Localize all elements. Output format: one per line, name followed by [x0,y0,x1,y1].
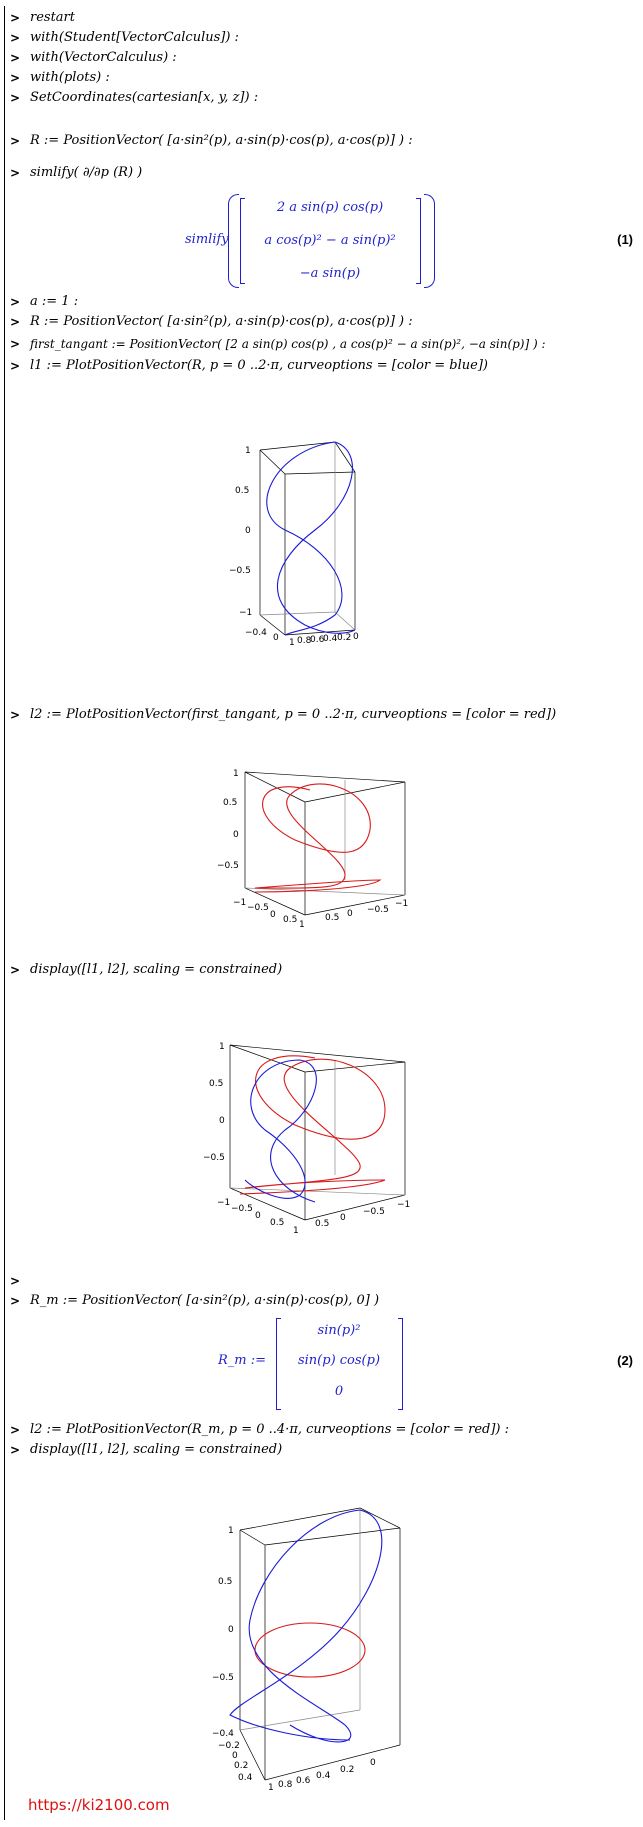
tick-label: 0.2 [337,633,352,643]
tick-label: −1 [239,608,253,618]
tick-label: −1 [233,898,247,908]
prompt: > [10,359,21,373]
output-bracket-left [240,198,245,284]
tick-label: −0.5 [247,903,269,913]
z-ticks [212,1526,376,1793]
tick-label: 0.2 [340,1765,355,1775]
tick-label: 0.5 [223,798,238,808]
equation-label: (1) [617,232,633,247]
output-paren-right [424,194,435,288]
tick-label: 0 [219,1116,225,1126]
output-vector-row: sin(p)² [317,1323,361,1338]
input-line-display-2[interactable]: display([l1, l2], scaling = constrained) [30,1442,283,1457]
tick-label: 0.8 [278,1780,293,1790]
prompt: > [10,31,21,45]
tick-label: −0.5 [229,566,251,576]
input-line-simlify[interactable]: simlify( ∂/∂p (R) ) [30,165,143,180]
tick-label: 1 [289,638,295,648]
curve-first-tangant [240,1056,385,1194]
tick-label: 0.5 [315,1219,330,1229]
tick-label: 1 [219,1042,225,1052]
prompt: > [10,337,21,351]
tick-label: 1 [228,1526,234,1536]
tick-label: 1 [233,769,239,779]
tick-label: −1 [395,899,409,909]
input-line-r-definition-2[interactable]: R := PositionVector( [a·sin²(p), a·sin(p)·cos(p), a·cos(p)] ) : [30,314,413,329]
curve-r [230,1510,382,1742]
output-label-simlify: simlify [185,232,229,247]
prompt: > [10,11,21,25]
tick-label: −0.5 [367,905,389,915]
output-label-r-m: R_m := [218,1353,267,1368]
output-vector-row: −a sin(p) [299,266,361,281]
tick-label: 0 [270,910,276,920]
tick-label: 0.5 [218,1577,233,1587]
plot-l2[interactable] [195,760,435,935]
input-line-with-vectorcalculus[interactable]: with(VectorCalculus) : [30,50,177,65]
plot-box [260,442,355,635]
output-vector-row: 0 [334,1384,344,1399]
tick-label: 1 [245,446,251,456]
input-line-l2-rm-plot[interactable]: l2 := PlotPositionVector(R_m, p = 0 ..4·π, curveoptions = [color = red]) : [30,1422,510,1437]
prompt: > [10,708,21,722]
prompt[interactable]: > [10,1274,21,1288]
prompt: > [10,166,21,180]
tick-label: 0.5 [270,1218,285,1228]
tick-label: 0.2 [234,1761,249,1771]
tick-label: 0 [353,632,359,642]
tick-label: 0.5 [325,913,340,923]
tick-label: 0.4 [316,1771,331,1781]
prompt: > [10,1294,21,1308]
tick-label: 0.8 [297,636,312,646]
tick-label: 0 [228,1625,234,1635]
plot-display-l1-l2[interactable] [185,1030,445,1245]
tick-label: −0.5 [231,1204,253,1214]
prompt: > [10,51,21,65]
tick-label: 0 [347,909,353,919]
prompt: > [10,1443,21,1457]
prompt: > [10,315,21,329]
output-vector-row: a cos(p)² − a sin(p)² [264,233,396,248]
prompt: > [10,295,21,309]
input-line-l2-plot[interactable]: l2 := PlotPositionVector(first_tangant, p = 0 ..2·π, curveoptions = [color = red]) [30,707,557,722]
tick-label: 0.6 [296,1776,311,1786]
tick-label: 0.4 [323,634,338,644]
prompt: > [10,1423,21,1437]
output-bracket-right [398,1318,403,1410]
tick-label: 0 [255,1211,261,1221]
tick-label: 0 [245,526,251,536]
plot-box [245,772,405,915]
tick-label: −0.4 [212,1729,234,1739]
input-line-first-tangant[interactable]: first_tangant := PositionVector( [2 a sin(p) cos(p) , a cos(p)² − a sin(p)², −a sin(p)] ) : [30,337,546,351]
output-paren-left [228,194,239,288]
tick-label: 0.5 [209,1079,224,1089]
output-vector-row: sin(p) cos(p) [297,1353,381,1368]
tick-label: 0 [232,1751,238,1761]
tick-label: 1 [293,1226,299,1236]
input-line-a-assign[interactable]: a := 1 : [30,294,79,309]
output-vector-row: 2 a sin(p) cos(p) [276,200,384,215]
equation-label: (2) [617,1353,633,1368]
curve-r-m [255,1623,365,1677]
prompt: > [10,91,21,105]
prompt: > [10,963,21,977]
input-line-r-m[interactable]: R_m := PositionVector( [a·sin²(p), a·sin(p)·cos(p), 0] ) [30,1293,380,1308]
tick-label: 0 [340,1213,346,1223]
tick-label: −0.5 [203,1153,225,1163]
tick-label: 1 [299,920,305,930]
input-line-restart[interactable]: restart [30,10,75,25]
input-line-setcoordinates[interactable]: SetCoordinates(cartesian[x, y, z]) : [30,90,259,105]
plot-display-l1-rm[interactable] [200,1500,420,1795]
curve-first-tangant [255,784,380,892]
input-line-display-1[interactable]: display([l1, l2], scaling = constrained) [30,962,283,977]
tick-label: −0.5 [363,1207,385,1217]
input-line-l1-plot[interactable]: l1 := PlotPositionVector(R, p = 0 ..2·π, curveoptions = [color = blue]) [30,358,488,373]
prompt: > [10,134,21,148]
tick-label: −1 [397,1200,411,1210]
tick-label: 0.6 [310,635,325,645]
curve-r [267,442,355,635]
tick-label: 0.5 [235,486,250,496]
group-bracket[interactable] [4,6,5,1820]
output-bracket-left [276,1318,281,1410]
prompt: > [10,71,21,85]
plot-l1[interactable] [215,430,395,650]
tick-label: 0 [233,830,239,840]
input-line-with-plots[interactable]: with(plots) : [30,70,110,85]
z-ticks [217,769,408,930]
z-ticks [203,1042,410,1236]
output-bracket-right [416,198,421,284]
tick-label: 0.5 [283,915,298,925]
watermark-link[interactable]: https://ki2100.com [28,1796,170,1814]
tick-label: −1 [217,1198,231,1208]
input-line-r-definition[interactable]: R := PositionVector( [a·sin²(p), a·sin(p)·cos(p), a·cos(p)] ) : [30,133,413,148]
tick-label: −0.5 [217,861,239,871]
tick-label: −0.2 [218,1741,240,1751]
tick-label: 0 [370,1758,376,1768]
tick-label: −0.5 [212,1673,234,1683]
tick-label: 1 [268,1783,274,1793]
tick-label: 0.4 [238,1773,253,1783]
input-line-with-student[interactable]: with(Student[VectorCalculus]) : [30,30,239,45]
tick-label: 0 [273,633,279,643]
tick-label: −0.4 [245,628,267,638]
